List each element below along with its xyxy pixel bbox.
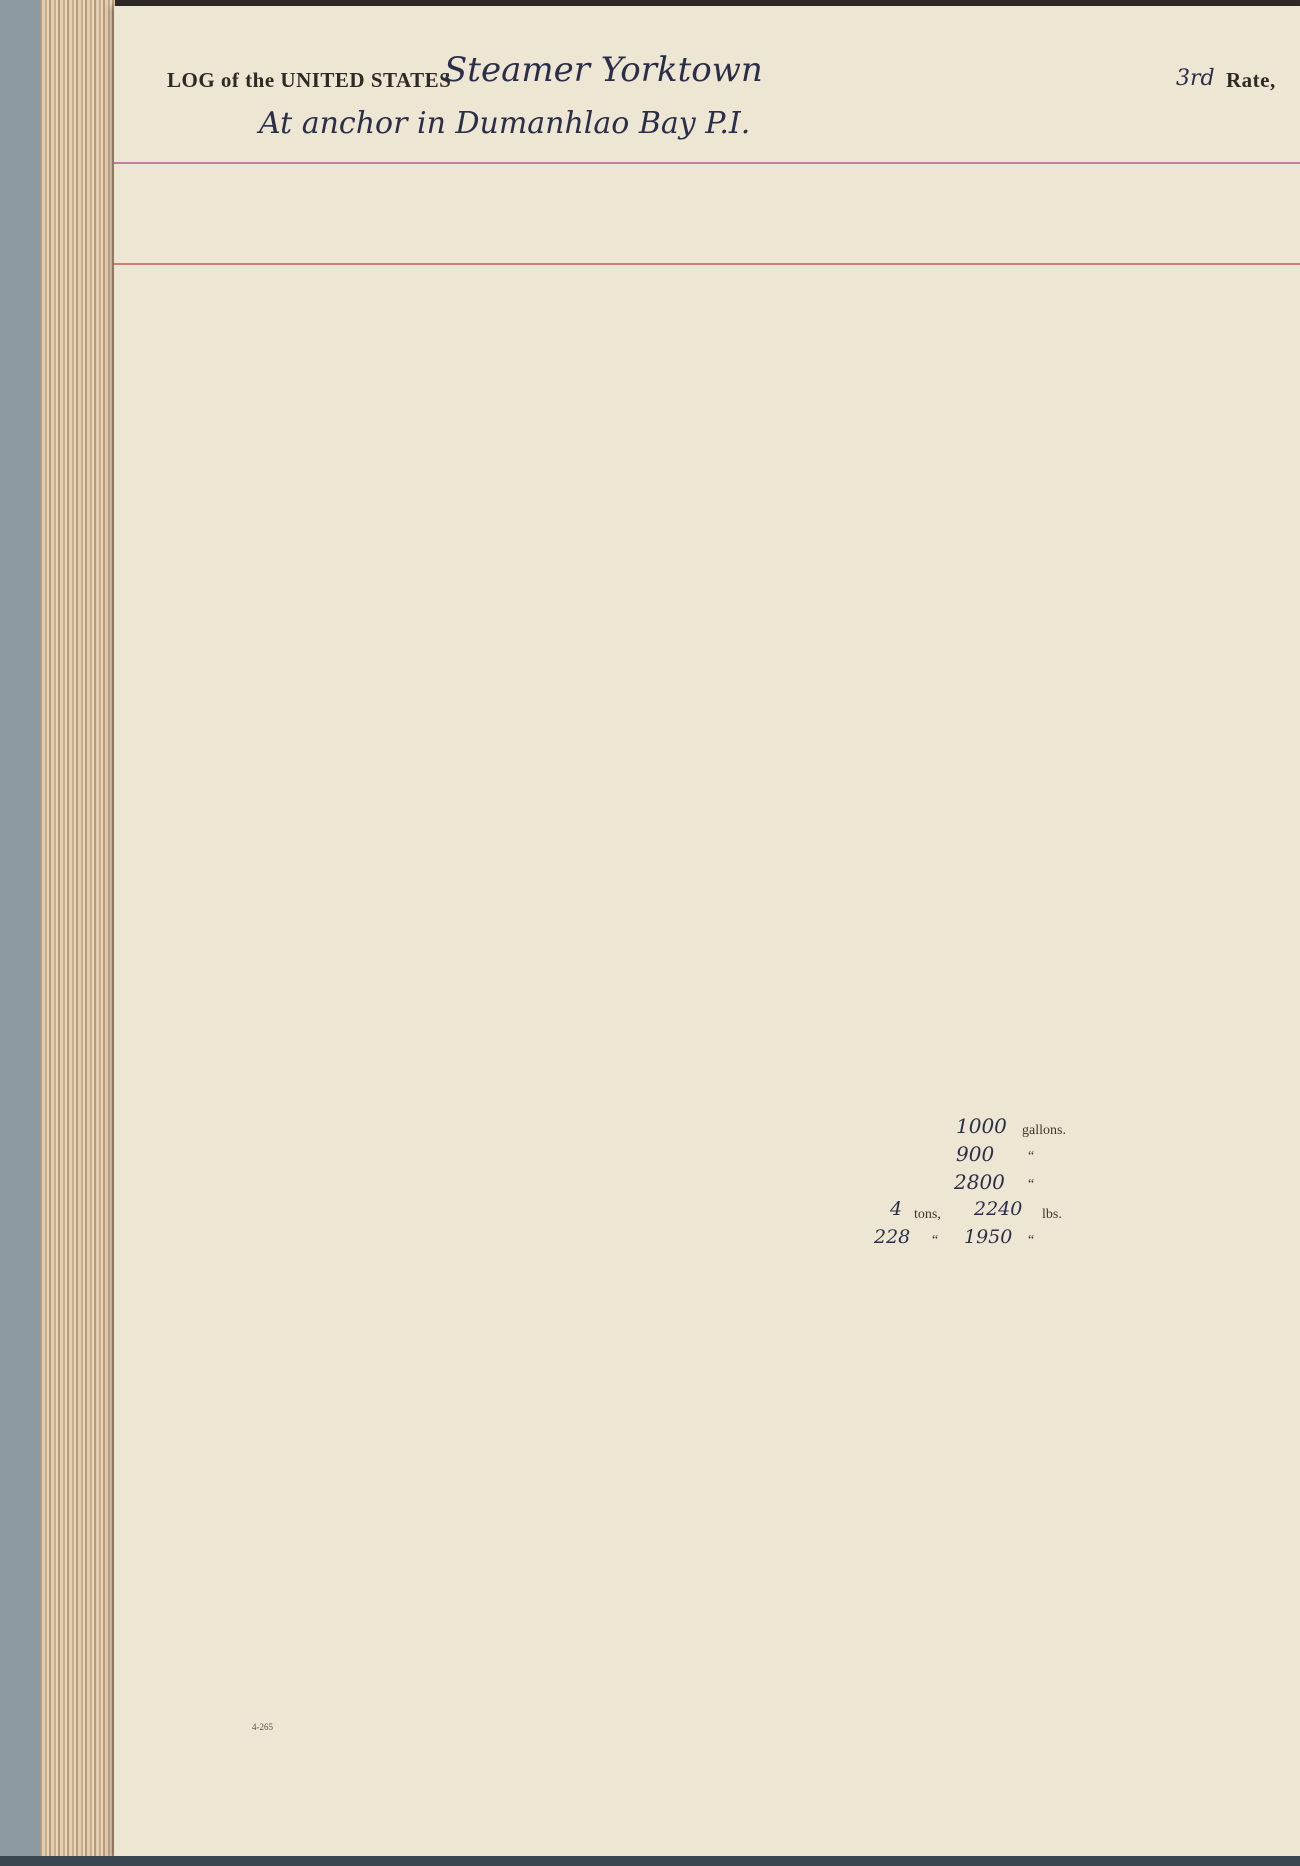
- log-title: LOG of the UNITED STATES: [167, 68, 452, 92]
- water-distilled-value: 900: [956, 1142, 995, 1166]
- rate-value: 3rd: [1176, 66, 1215, 91]
- ditto-1: “: [1028, 1149, 1035, 1164]
- vessel-name: Steamer Yorktown: [444, 50, 763, 90]
- coal-consumed-lbs: 2240: [974, 1198, 1023, 1220]
- rate-label: Rate,: [1226, 68, 1276, 92]
- coal-remaining-tons: 228: [874, 1226, 911, 1248]
- location: At anchor in Dumanhlao Bay P.I.: [259, 106, 751, 141]
- tons-unit: tons,: [914, 1207, 941, 1222]
- ditto-4: “: [1028, 1233, 1035, 1248]
- water-remaining-value: 2800: [954, 1170, 1005, 1194]
- gallons-unit: gallons.: [1022, 1123, 1066, 1138]
- form-number: 4-265: [252, 1722, 273, 1732]
- coal-remaining-lbs: 1950: [964, 1226, 1013, 1248]
- water-expended-value: 1000: [956, 1114, 1007, 1138]
- page-edges: [40, 0, 115, 1866]
- ditto-3: “: [932, 1233, 939, 1248]
- ditto-2: “: [1028, 1177, 1035, 1192]
- coal-consumed-tons: 4: [890, 1198, 903, 1220]
- log-page: [114, 6, 1300, 1858]
- lbs-unit: lbs.: [1042, 1207, 1062, 1222]
